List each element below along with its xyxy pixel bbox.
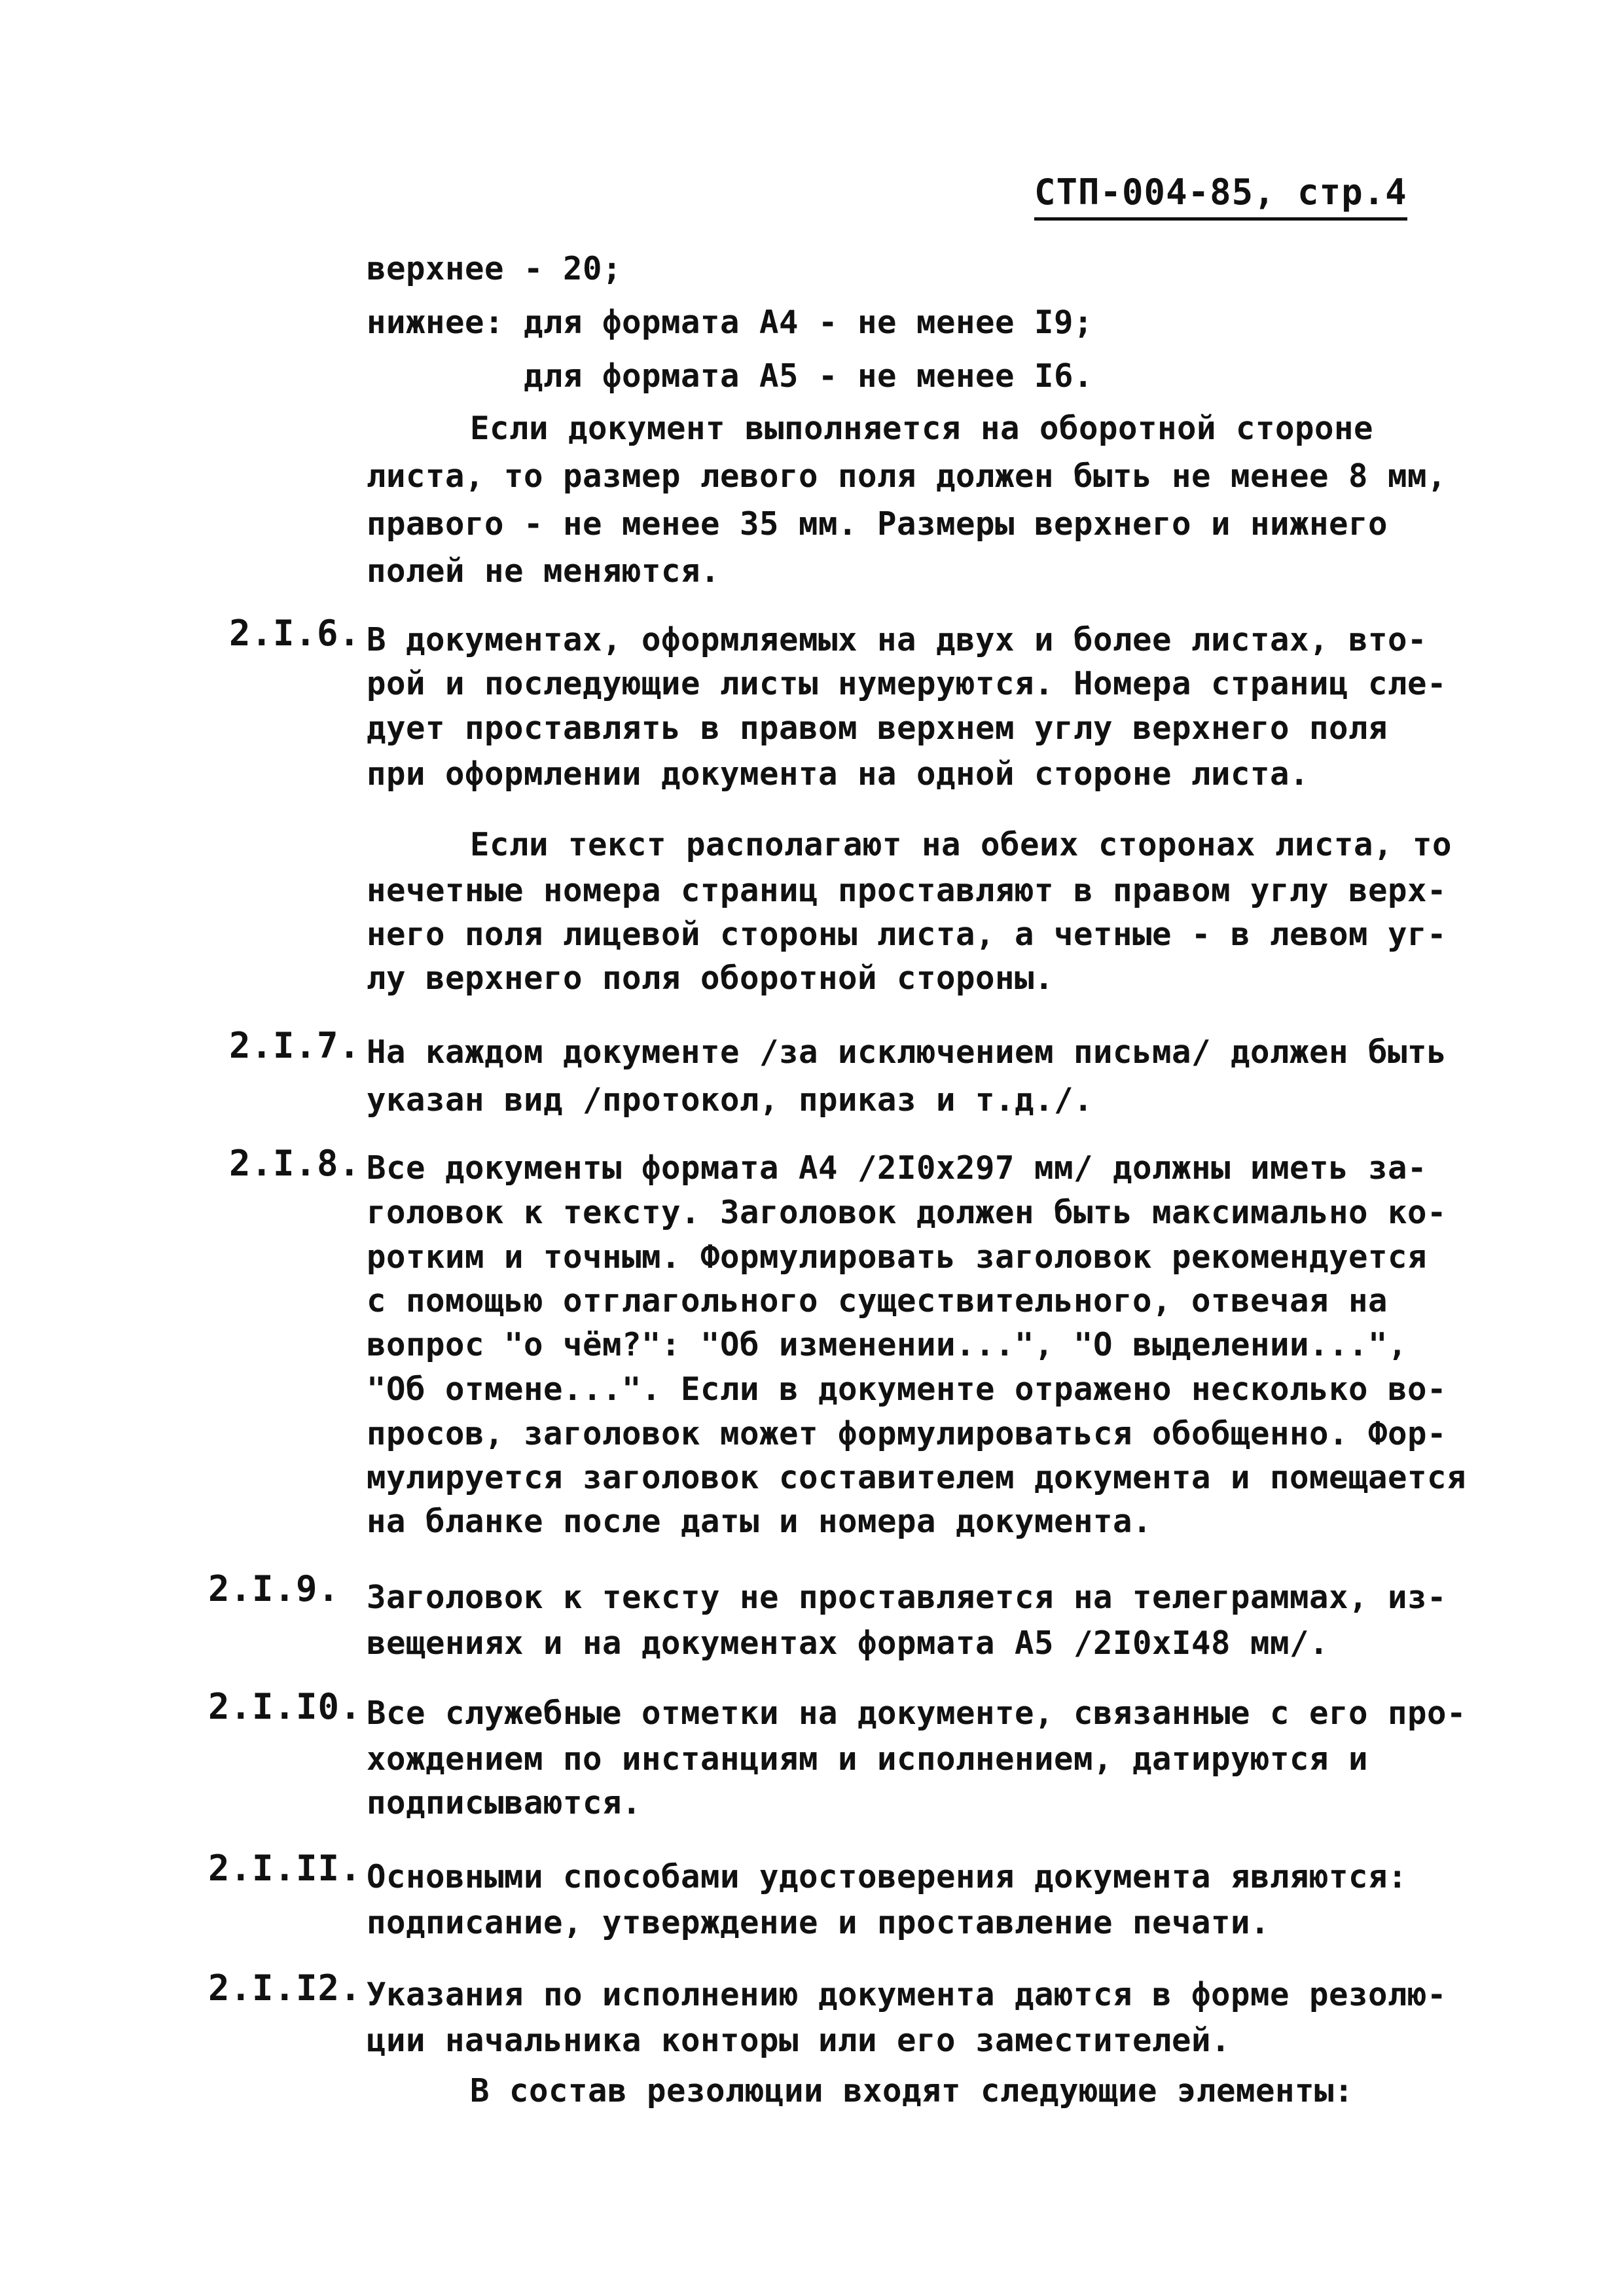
- text-line: него поля лицевой стороны листа, а четные - в левом уг-: [367, 916, 1447, 953]
- section-number: 2.I.I2.: [208, 1967, 362, 2009]
- text-line: подписываются.: [367, 1784, 642, 1821]
- text-line: с помощью отглагольного существительного, отвечая на: [367, 1282, 1388, 1319]
- text-line: просов, заголовок может формулироваться обобщенно. Фор-: [367, 1415, 1447, 1452]
- text-line: верхнее - 20;: [367, 250, 623, 287]
- section-number: 2.I.II.: [208, 1848, 362, 1889]
- text-line: правого - не менее 35 мм. Размеры верхнего и нижнего: [367, 505, 1388, 543]
- text-line: листа, то размер левого поля должен быть не менее 8 мм,: [367, 457, 1447, 495]
- text-line: Основными способами удостоверения документа являются:: [367, 1858, 1408, 1895]
- text-line: лу верхнего поля оборотной стороны.: [367, 960, 1055, 997]
- text-line: вопрос "о чём?": "Об изменении...", "О выделении...",: [367, 1326, 1408, 1363]
- text-line: нечетные номера страниц проставляют в правом углу верх-: [367, 872, 1447, 909]
- text-line: На каждом документе /за исключением письма/ должен быть: [367, 1033, 1447, 1071]
- text-line: Если документ выполняется на оборотной стороне: [470, 410, 1374, 447]
- text-line: Указания по исполнению документа даются в форме резолю-: [367, 1976, 1447, 2013]
- text-line: вещениях и на документах формата А5 /2I0хI48 мм/.: [367, 1624, 1329, 1662]
- text-line: головок к тексту. Заголовок должен быть максимально ко-: [367, 1194, 1447, 1231]
- text-line: В состав резолюции входят следующие элементы:: [470, 2072, 1354, 2109]
- text-line: Если текст располагают на обеих сторонах листа, то: [470, 826, 1453, 863]
- section-number: 2.I.I0.: [208, 1686, 362, 1727]
- section-number: 2.I.6.: [229, 613, 361, 654]
- text-line: указан вид /протокол, приказ и т.д./.: [367, 1081, 1094, 1119]
- text-line: хождением по инстанциям и исполнением, датируются и: [367, 1740, 1369, 1778]
- section-number: 2.I.7.: [229, 1025, 361, 1066]
- text-line: рой и последующие листы нумеруются. Номера страниц сле-: [367, 665, 1447, 702]
- text-line: ции начальника конторы или его заместителей.: [367, 2022, 1231, 2059]
- text-line: Все документы формата А4 /2I0х297 мм/ должны иметь за-: [367, 1149, 1428, 1187]
- text-line: нижнее: для формата А4 - не менее I9;: [367, 304, 1094, 341]
- text-line: для формата А5 - не менее I6.: [524, 357, 1094, 395]
- text-line: полей не меняются.: [367, 552, 721, 590]
- text-line: В документах, оформляемых на двух и более листах, вто-: [367, 621, 1428, 658]
- section-number: 2.I.9.: [208, 1568, 340, 1609]
- text-line: мулируется заголовок составителем документа и помещается: [367, 1459, 1467, 1496]
- text-line: Заголовок к тексту не проставляется на телеграммах, из-: [367, 1579, 1447, 1616]
- text-line: "Об отмене...". Если в документе отражено несколько во-: [367, 1371, 1447, 1408]
- text-line: дует проставлять в правом верхнем углу верхнего поля: [367, 709, 1388, 747]
- text-line: на бланке после даты и номера документа.: [367, 1503, 1153, 1540]
- section-number: 2.I.8.: [229, 1143, 361, 1184]
- text-line: подписание, утверждение и проставление печати.: [367, 1904, 1271, 1941]
- text-line: при оформлении документа на одной стороне листа.: [367, 755, 1310, 793]
- text-line: Все служебные отметки на документе, связанные с его про-: [367, 1695, 1467, 1732]
- text-line: ротким и точным. Формулировать заголовок рекомендуется: [367, 1238, 1428, 1276]
- document-reference-header: СТП-004-85, стр.4: [1034, 171, 1407, 221]
